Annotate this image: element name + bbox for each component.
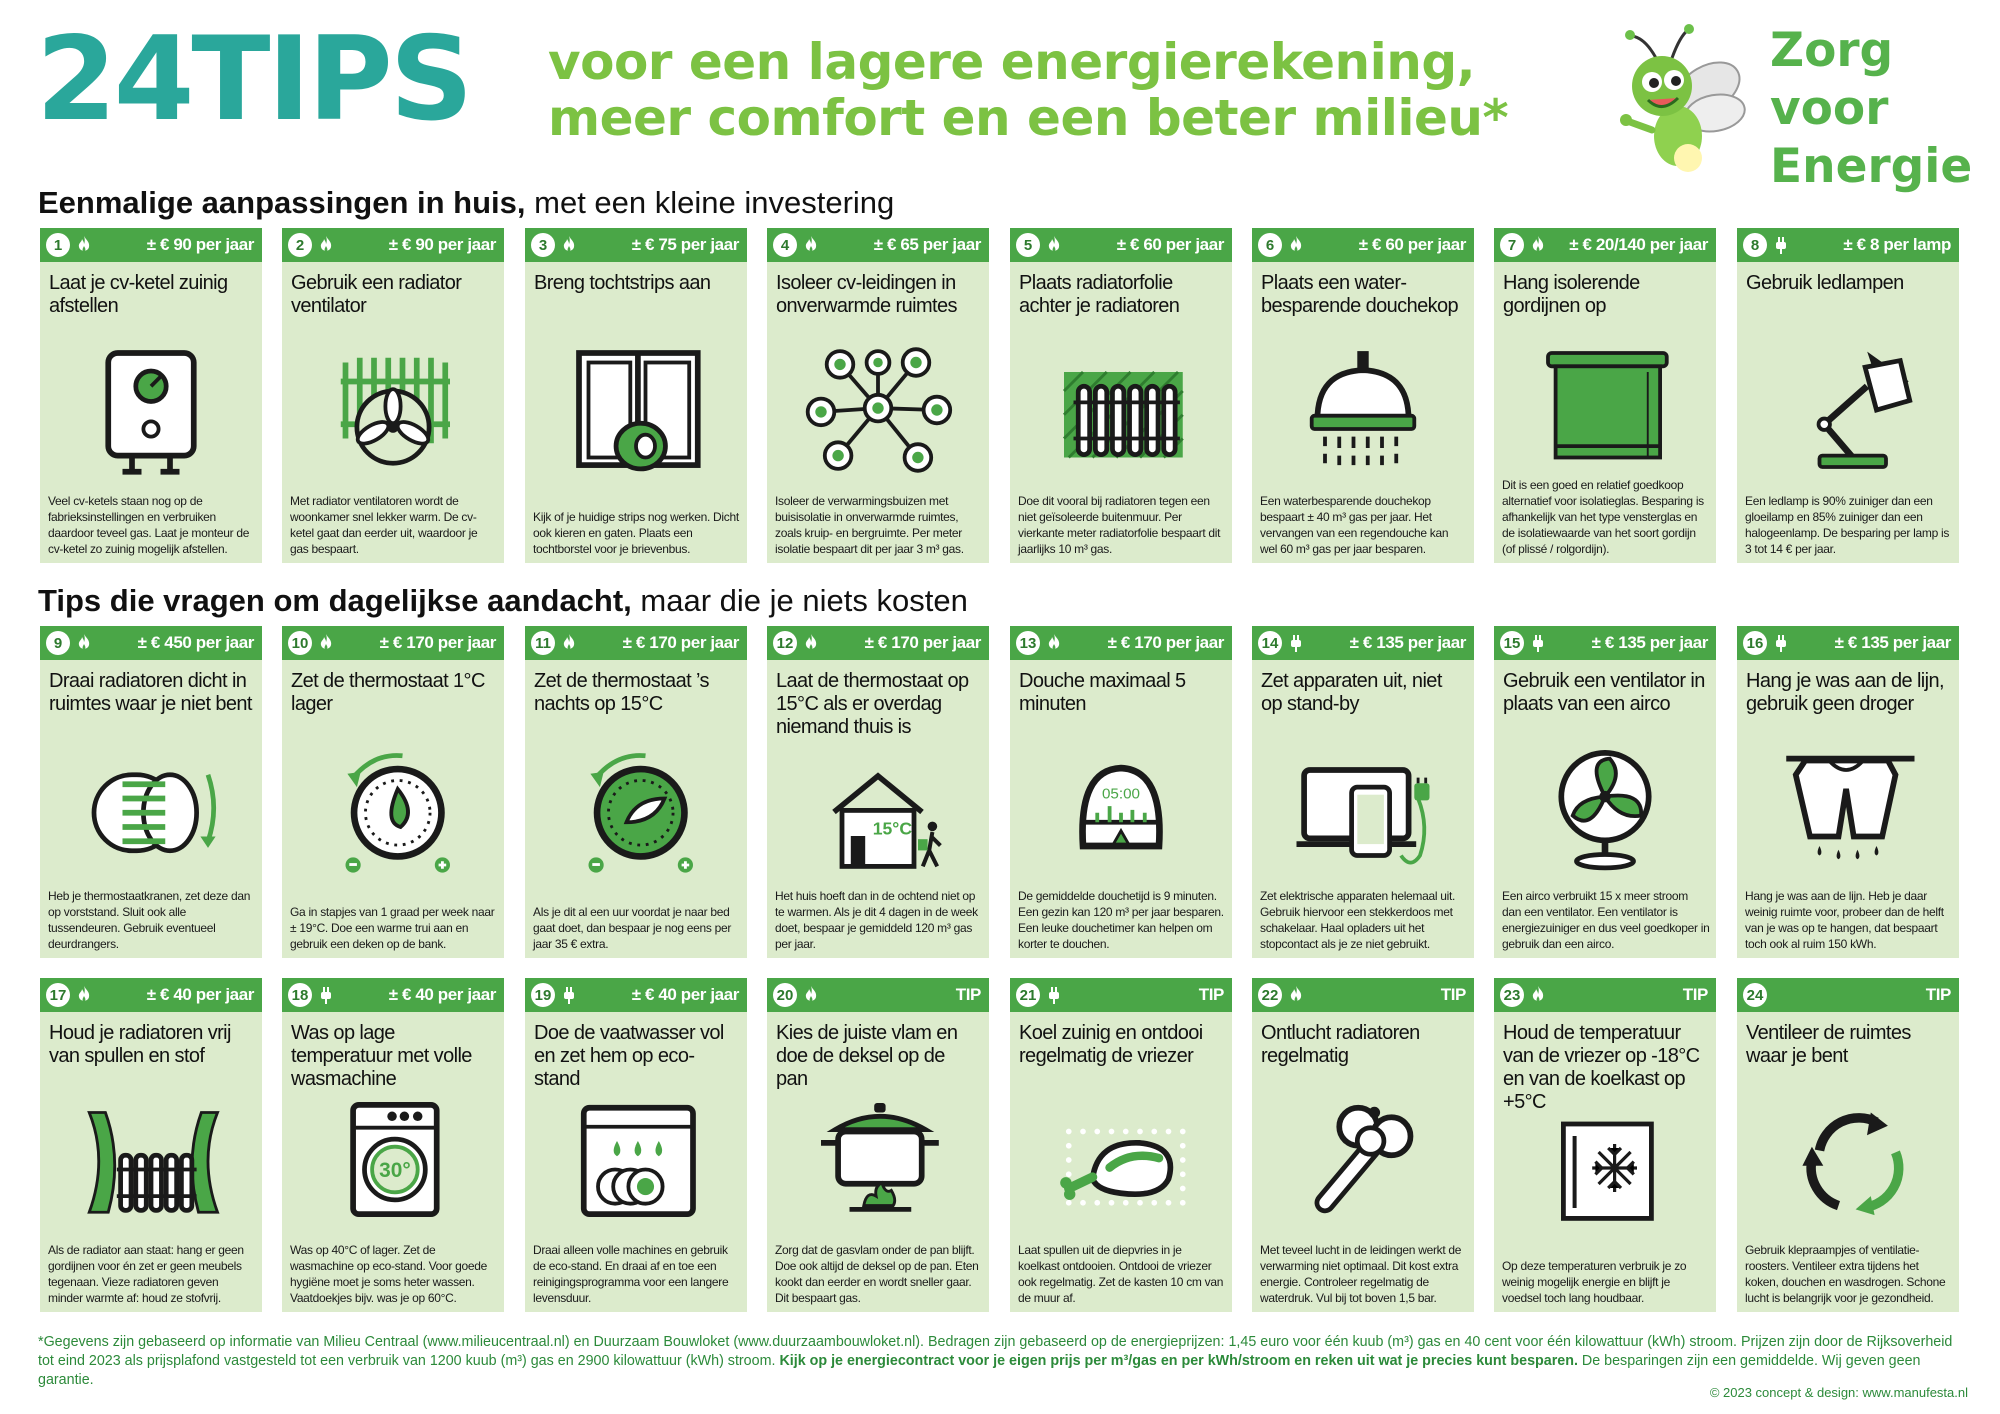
tip-title: Isoleer cv-leidingen in onverwarmde ruimtes — [776, 272, 957, 317]
tip-header — [1494, 228, 1716, 262]
tip-number: 2 — [288, 233, 312, 257]
tip-card-8 — [1737, 228, 1959, 563]
tip-description: Als je dit al een uur voordat je naar bed gaat doet, dan bespaar je nog eens per jaar 35 € extra. — [533, 905, 732, 951]
tip-saving: ± € 135 per jaar — [1834, 633, 1951, 652]
tip-description: Met teveel lucht in de leidingen werkt de verwarming niet optimaal. Dit kost extra energie. Controleer regelmatig de waterdruk. Vul bij tot boven 1,5 bar. — [1260, 1243, 1462, 1305]
roller-blind-icon — [1510, 334, 1700, 486]
tip-saving: ± € 170 per jaar — [379, 633, 496, 652]
tip-description: Was op 40°C of lager. Zet de wasmachine op eco-stand. Voor goede hygiëne moet je soms heter wassen. Vaatdoekjes bijv. was je op 60°C. — [290, 1243, 487, 1305]
house-15c-icon — [783, 756, 973, 884]
radiator-fan-icon — [298, 334, 488, 486]
tip-description: Draai alleen volle machines en gebruik de eco-stand. En draai af en toe een reinigingsprogramma voor een langere levensduur. — [533, 1243, 729, 1305]
tip-number: 4 — [773, 233, 797, 257]
tip-title: Kies de juiste vlam en doe de deksel op de pan — [776, 1022, 958, 1090]
plug-icon — [316, 985, 336, 1005]
tip-title: Plaats radiatorfolie achter je radiatoren — [1019, 272, 1180, 317]
tip-description: Dit is een goed en relatief goedkoop alternatief voor isolatieglas. Besparing is afhankelijk van het type vensterglas en de isolatiewaarde van het soort gordijn (of plissé / rolgordijn). — [1502, 478, 1704, 556]
flame-icon — [1528, 985, 1548, 1005]
tip-header — [40, 978, 262, 1012]
flame-icon — [1044, 235, 1064, 255]
tip-card-22 — [1252, 978, 1474, 1312]
tip-description: Een airco verbruikt 15 x meer stroom dan een ventilator. Een ventilator is energiezuiniger en dus veel goedkoper in gebruik dan een airco. — [1502, 889, 1710, 951]
flame-icon — [801, 235, 821, 255]
tip-card-15 — [1494, 626, 1716, 958]
tip-number: 9 — [46, 631, 70, 655]
tip-title: Plaats een water-besparende douchekop — [1261, 272, 1459, 317]
tip-header — [1252, 626, 1474, 660]
plug-icon — [1286, 633, 1306, 653]
tip-saving: ± € 60 per jaar — [1358, 235, 1466, 254]
tip-saving: ± € 75 per jaar — [631, 235, 739, 254]
tip-card-23 — [1494, 978, 1716, 1312]
tip-number: 19 — [531, 983, 555, 1007]
tip-saving: ± € 40 per jaar — [631, 985, 739, 1004]
tip-number: 7 — [1500, 233, 1524, 257]
tip-number: 23 — [1500, 983, 1524, 1007]
tip-description: Gebruik klepraampjes of ventilatie-roosters. Ventileer extra tijdens het koken, douchen en wasdrogen. Schone lucht is belangrijk voor je gezondheid. — [1745, 1243, 1946, 1305]
thermostat-icon — [298, 732, 488, 884]
tip-header — [1737, 228, 1959, 262]
tip-number: 11 — [531, 631, 555, 655]
tip-header — [1494, 978, 1716, 1012]
tip-card-14 — [1252, 626, 1474, 958]
tip-card-12 — [767, 626, 989, 958]
tip-description: Hang je was aan de lijn. Heb je daar weinig ruimte voor, probeer dan de helft van je was op te hangen, dat bespaart toch ook al ruim 150 kWh. — [1745, 889, 1944, 951]
tip-number: 17 — [46, 983, 70, 1007]
tip-card-21 — [1010, 978, 1232, 1312]
flame-icon — [1286, 985, 1306, 1005]
tip-number: 20 — [773, 983, 797, 1007]
tip-card-2 — [282, 228, 504, 563]
subtitle-line-1: voor een lagere energierekening, — [548, 33, 1476, 91]
tip-header — [1494, 626, 1716, 660]
headline-24tips: 24TIPS — [36, 12, 471, 147]
tip-number: 6 — [1258, 233, 1282, 257]
tip-saving: ± € 135 per jaar — [1349, 633, 1466, 652]
tip-description: Als de radiator aan staat: hang er geen gordijnen voor én zet er geen meubels tegenaan. Vieze radiatoren geven minder warmte af: houd ze stofvrij. — [48, 1243, 244, 1305]
tip-header — [1010, 978, 1232, 1012]
tip-header — [1010, 626, 1232, 660]
plug-icon — [1044, 985, 1064, 1005]
cooking-pot-icon — [783, 1084, 973, 1236]
freezer-icon — [1510, 1108, 1700, 1236]
tip-description: Kijk of je huidige strips nog werken. Dicht ook kieren en gaten. Plaats een tochtborstel voor je brievenbus. — [533, 510, 739, 556]
tip-card-6 — [1252, 228, 1474, 563]
tip-card-5 — [1010, 228, 1232, 563]
flame-icon — [1528, 235, 1548, 255]
tip-description: Heb je thermostaatkranen, zet deze dan op vorststand. Sluit ook alle tussendeuren. Gebruik eventueel deurdrangers. — [48, 889, 251, 951]
radiator-foil-icon — [1026, 334, 1216, 486]
tip-card-10 — [282, 626, 504, 958]
tip-card-4 — [767, 228, 989, 563]
tip-header — [525, 626, 747, 660]
tip-header — [282, 626, 504, 660]
flame-icon — [74, 235, 94, 255]
tip-title: Gebruik ledlampen — [1746, 272, 1904, 294]
tip-header — [1252, 978, 1474, 1012]
tip-saving: ± € 40 per jaar — [388, 985, 496, 1004]
tip-badge-text: 05:00 — [1101, 785, 1141, 803]
tip-card-20 — [767, 978, 989, 1312]
tip-header — [767, 228, 989, 262]
tip-description: Veel cv-ketels staan nog op de fabrieksinstellingen en verbruiken daardoor teveel gas. Laat je monteur de cv-ketel zo zuinig mogelijk afstellen. — [48, 494, 250, 556]
tip-saving: TIP — [955, 985, 981, 1004]
tip-title: Zet de thermostaat ’s nachts op 15°C — [534, 670, 709, 715]
desk-fan-icon — [1510, 732, 1700, 884]
subtitle-line-2: meer comfort en een beter milieu* — [548, 89, 1509, 147]
tip-saving: TIP — [1440, 985, 1466, 1004]
tip-saving: ± € 20/140 per jaar — [1569, 235, 1708, 254]
tip-number: 16 — [1743, 631, 1767, 655]
window-strip-icon — [541, 334, 731, 486]
boiler-icon — [56, 334, 246, 486]
tip-title: Houd je radiatoren vrij van spullen en stof — [49, 1022, 231, 1067]
tip-saving: ± € 60 per jaar — [1116, 235, 1224, 254]
plug-icon — [1771, 235, 1791, 255]
tip-number: 18 — [288, 983, 312, 1007]
tip-number: 12 — [773, 631, 797, 655]
tip-title: Houd de temperatuur van de vriezer op -18°C en van de koelkast op +5°C — [1503, 1022, 1700, 1113]
radiator-curtains-icon — [56, 1084, 246, 1236]
tip-card-7 — [1494, 228, 1716, 563]
tip-saving: TIP — [1925, 985, 1951, 1004]
tip-description: Met radiator ventilatoren wordt de woonkamer snel lekker warm. De cv-ketel gaat dan eerder uit, waardoor je gas bespaart. — [290, 494, 478, 556]
tip-saving: ± € 170 per jaar — [622, 633, 739, 652]
plug-icon — [1528, 633, 1548, 653]
tip-description: De gemiddelde douchetijd is 9 minuten. Een gezin kan 120 m³ per jaar besparen. Een leuke douchetimer kan helpen om korter te douchen. — [1018, 889, 1224, 951]
plug-icon — [559, 985, 579, 1005]
dishwasher-icon — [541, 1084, 731, 1236]
tip-header — [40, 228, 262, 262]
tip-card-11 — [525, 626, 747, 958]
copyright: © 2023 concept & design: www.manufesta.nl — [1709, 1385, 1968, 1400]
flame-icon — [1044, 633, 1064, 653]
footer-note: *Gegevens zijn gebaseerd op informatie van Milieu Centraal (www.milieucentraal.nl) en Duurzaam Bouwloket (www.duurzaambouwloket.nl). Bedragen zijn gebaseerd op de energieprijzen: 1,45 euro voor één kuub (m³) gas en 40 cent voor één kilowattuur (kWh) stroom. Prijzen zijn door de Rijksoverheid tot eind 2023 als prijsplafond vastgesteld tot een verbruik van 1200 kuub (m³) gas en 2900 kilowattuur (kWh) stroom. Kijk op je energiecontract voor je eigen prijs per m³/gas en per kWh/stroom en reken uit wat je precies kunt besparen. De besparingen zijn een gemiddelde. Wij geven geen garantie. — [38, 1334, 1953, 1388]
tip-number: 3 — [531, 233, 555, 257]
tip-title: Zet apparaten uit, niet op stand-by — [1261, 670, 1442, 715]
tip-description: Een ledlamp is 90% zuiniger dan een gloeilamp en 85% zuiniger dan een halogeenlamp. De besparing per lamp is 3 tot 14 € per jaar. — [1745, 494, 1950, 556]
flame-icon — [74, 985, 94, 1005]
tip-title: Laat je cv-ketel zuinig afstellen — [49, 272, 228, 317]
tip-header — [1252, 228, 1474, 262]
tip-saving: ± € 90 per jaar — [146, 235, 254, 254]
desk-lamp-icon — [1753, 334, 1943, 486]
plug-icon — [1771, 633, 1791, 653]
section-title-2: Tips die vragen om dagelijkse aandacht, maar die je niets kosten — [38, 583, 968, 618]
tip-title: Was op lage temperatuur met volle wasmachine — [291, 1022, 472, 1090]
ventilation-icon — [1753, 1084, 1943, 1236]
tip-saving: ± € 135 per jaar — [1591, 633, 1708, 652]
tip-title: Gebruik een ventilator in plaats van een airco — [1503, 670, 1705, 715]
tip-description: Laat spullen uit de diepvries in je koelkast ontdooien. Ontdooi de vriezer ook regelmatig. Zet de kasten 10 cm van de muur af. — [1018, 1243, 1224, 1305]
tip-card-9 — [40, 626, 262, 958]
tip-title: Draai radiatoren dicht in ruimtes waar je niet bent — [49, 670, 252, 715]
tip-description: Een waterbesparende douchekop bespaart ± 40 m³ gas per jaar. Het vervangen van een regendouche kan wel 60 m³ gas per jaar besparen. — [1260, 494, 1449, 556]
headline-subtitle — [548, 34, 1508, 146]
brand-logo: Zorg voor Energie — [1770, 23, 1973, 194]
tip-number: 22 — [1258, 983, 1282, 1007]
radiator-valve-icon — [56, 732, 246, 884]
tip-description: Zorg dat de gasvlam onder de pan blijft. Doe ook altijd de deksel op de pan. Eten kookt dan eerder en wordt sneller gaar. Dit bespaart gas. — [775, 1243, 979, 1305]
mascot-icon — [1590, 18, 1760, 188]
tip-saving: ± € 170 per jaar — [1107, 633, 1224, 652]
tip-number: 1 — [46, 233, 70, 257]
tip-title: Laat de thermostaat op 15°C als er overdag niemand thuis is — [776, 670, 969, 738]
tip-card-16 — [1737, 626, 1959, 958]
tip-title: Hang isolerende gordijnen op — [1503, 272, 1640, 317]
tip-number: 8 — [1743, 233, 1767, 257]
tip-description: Isoleer de verwarmingsbuizen met buisisolatie in onverwarmde ruimtes, zoals kruip- en bergruimte. Per meter isolatie bespaart dit per jaar 3 m³ gas. — [775, 494, 964, 556]
tip-saving: ± € 90 per jaar — [388, 235, 496, 254]
tip-saving: ± € 450 per jaar — [137, 633, 254, 652]
tip-card-1 — [40, 228, 262, 563]
tip-number: 14 — [1258, 631, 1282, 655]
tip-title: Gebruik een radiator ventilator — [291, 272, 462, 317]
flame-icon — [316, 633, 336, 653]
flame-icon — [801, 985, 821, 1005]
tip-header — [525, 228, 747, 262]
devices-icon — [1268, 732, 1458, 884]
flame-icon — [559, 633, 579, 653]
tip-card-19 — [525, 978, 747, 1312]
tip-description: Het huis hoeft dan in de ochtend niet op te warmen. Als je dit 4 dagen in de week doet, bespaar je gemiddeld 120 m³ gas per jaar. — [775, 889, 978, 951]
tip-title: Douche maximaal 5 minuten — [1019, 670, 1186, 715]
tip-header — [525, 978, 747, 1012]
tip-saving: TIP — [1682, 985, 1708, 1004]
tip-description: Op deze temperaturen verbruik je zo weinig mogelijk energie en blijft je voedsel toch lang houdbaar. — [1502, 1259, 1687, 1305]
tip-header — [282, 228, 504, 262]
tip-title: Doe de vaatwasser vol en zet hem op eco-stand — [534, 1022, 724, 1090]
tip-header — [767, 626, 989, 660]
tip-saving: TIP — [1198, 985, 1224, 1004]
tip-card-24 — [1737, 978, 1959, 1312]
tip-title: Koel zuinig en ontdooi regelmatig de vriezer — [1019, 1022, 1203, 1067]
tip-saving: ± € 40 per jaar — [146, 985, 254, 1004]
pipe-insulation-icon — [783, 334, 973, 486]
tip-card-13 — [1010, 626, 1232, 958]
tip-saving: ± € 65 per jaar — [873, 235, 981, 254]
tip-title: Ontlucht radiatoren regelmatig — [1261, 1022, 1420, 1067]
tip-header — [1737, 978, 1959, 1012]
tip-number: 5 — [1016, 233, 1040, 257]
thermostat-night-icon — [541, 732, 731, 884]
flame-icon — [316, 235, 336, 255]
tip-title: Ventileer de ruimtes waar je bent — [1746, 1022, 1911, 1067]
tip-header — [1010, 228, 1232, 262]
tip-badge-text: 30° — [379, 1159, 411, 1183]
shower-head-icon — [1268, 334, 1458, 486]
tip-title: Zet de thermostaat 1°C lager — [291, 670, 485, 715]
tip-saving: ± € 8 per lamp — [1843, 235, 1951, 254]
washing-machine-icon — [298, 1084, 488, 1236]
tip-number: 15 — [1500, 631, 1524, 655]
tip-description: Zet elektrische apparaten helemaal uit. Gebruik hiervoor een stekkerdoos met schakelaar. Haal opladers uit het stopcontact als je ze niet gebruikt. — [1260, 889, 1456, 951]
radiator-key-icon — [1268, 1084, 1458, 1236]
tip-title: Breng tochtstrips aan — [534, 272, 711, 294]
tip-saving: ± € 170 per jaar — [864, 633, 981, 652]
shower-timer-icon — [1026, 732, 1216, 884]
tip-header — [1737, 626, 1959, 660]
flame-icon — [74, 633, 94, 653]
laundry-line-icon — [1753, 732, 1943, 884]
tip-card-3 — [525, 228, 747, 563]
flame-icon — [801, 633, 821, 653]
tip-card-17 — [40, 978, 262, 1312]
tip-card-18 — [282, 978, 504, 1312]
tip-number: 21 — [1016, 983, 1040, 1007]
tip-header — [40, 626, 262, 660]
tip-description: Doe dit vooral bij radiatoren tegen een niet geïsoleerde buitenmuur. Per vierkante meter radiatorfolie bespaart dit jaarlijks 10 m³ gas. — [1018, 494, 1221, 556]
tip-header — [767, 978, 989, 1012]
defrost-icon — [1026, 1084, 1216, 1236]
tip-number: 10 — [288, 631, 312, 655]
tip-title: Hang je was aan de lijn, gebruik geen droger — [1746, 670, 1944, 715]
tip-description: Ga in stapjes van 1 graad per week naar ± 19°C. Doe een warme trui aan en gebruik een deken op de bank. — [290, 905, 495, 951]
section-title-1: Eenmalige aanpassingen in huis, met een kleine investering — [38, 185, 895, 220]
tip-number: 13 — [1016, 631, 1040, 655]
tip-number: 24 — [1743, 983, 1767, 1007]
flame-icon — [1286, 235, 1306, 255]
tip-badge-text: 15°C — [872, 818, 913, 839]
tip-header — [282, 978, 504, 1012]
flame-icon — [559, 235, 579, 255]
